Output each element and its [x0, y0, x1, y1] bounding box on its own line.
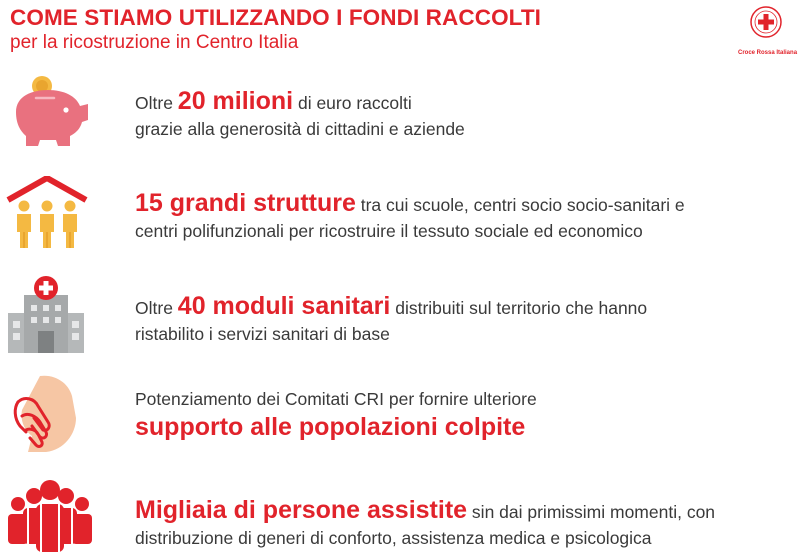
helping-hands-icon — [10, 372, 80, 456]
item-5-highlight: Migliaia di persone assistite — [135, 496, 468, 524]
item-2-line2: centri polifunzionali per ricostruire il tessuto sociale ed economico — [135, 221, 643, 241]
item-4-text — [135, 386, 537, 442]
page-title: COME STIAMO UTILIZZANDO I FONDI RACCOLTI — [10, 5, 542, 30]
item-4-highlight: supporto alle popolazioni colpite — [135, 413, 526, 441]
item-3-line2: ristabilito i servizi sanitari di base — [135, 324, 390, 344]
page-subtitle: per la ricostruzione in Centro Italia — [10, 32, 299, 53]
item-1-line1: Oltre 20 milioni di euro raccolti — [135, 87, 412, 115]
item-1-highlight: 20 milioni — [177, 87, 294, 115]
item-5-text — [135, 497, 715, 551]
item-2-highlight: 15 grandi strutture — [135, 189, 356, 217]
item-3-text — [135, 293, 647, 347]
item-3-highlight: 40 moduli sanitari — [177, 292, 391, 320]
item-5-line1: Migliaia di persone assistite sin dai primissimi momenti, con — [135, 496, 716, 524]
item-1-line2: grazie alla generosità di cittadini e aziende — [135, 119, 465, 139]
item-4-line1: Potenziamento dei Comitati CRI per fornire ulteriore — [135, 389, 537, 409]
item-2-line1: 15 grandi strutture tra cui scuole, centri socio socio-sanitari e — [135, 189, 685, 217]
people-under-roof-icon — [6, 176, 88, 250]
piggy-bank-icon — [6, 74, 94, 148]
item-2-text — [135, 190, 685, 244]
cri-logo — [738, 6, 798, 62]
item-3-line1: Oltre 40 moduli sanitari distribuiti sul territorio che hanno — [135, 292, 648, 320]
logo-caption: Croce Rossa Italiana — [738, 50, 798, 56]
item-5-line2: distribuzione di generi di conforto, assistenza medica e psicologica — [135, 528, 652, 548]
red-cross-emblem-icon — [750, 6, 782, 38]
hospital-building-icon — [6, 275, 86, 355]
item-1-text — [135, 88, 465, 142]
crowd-of-people-icon — [4, 478, 96, 554]
